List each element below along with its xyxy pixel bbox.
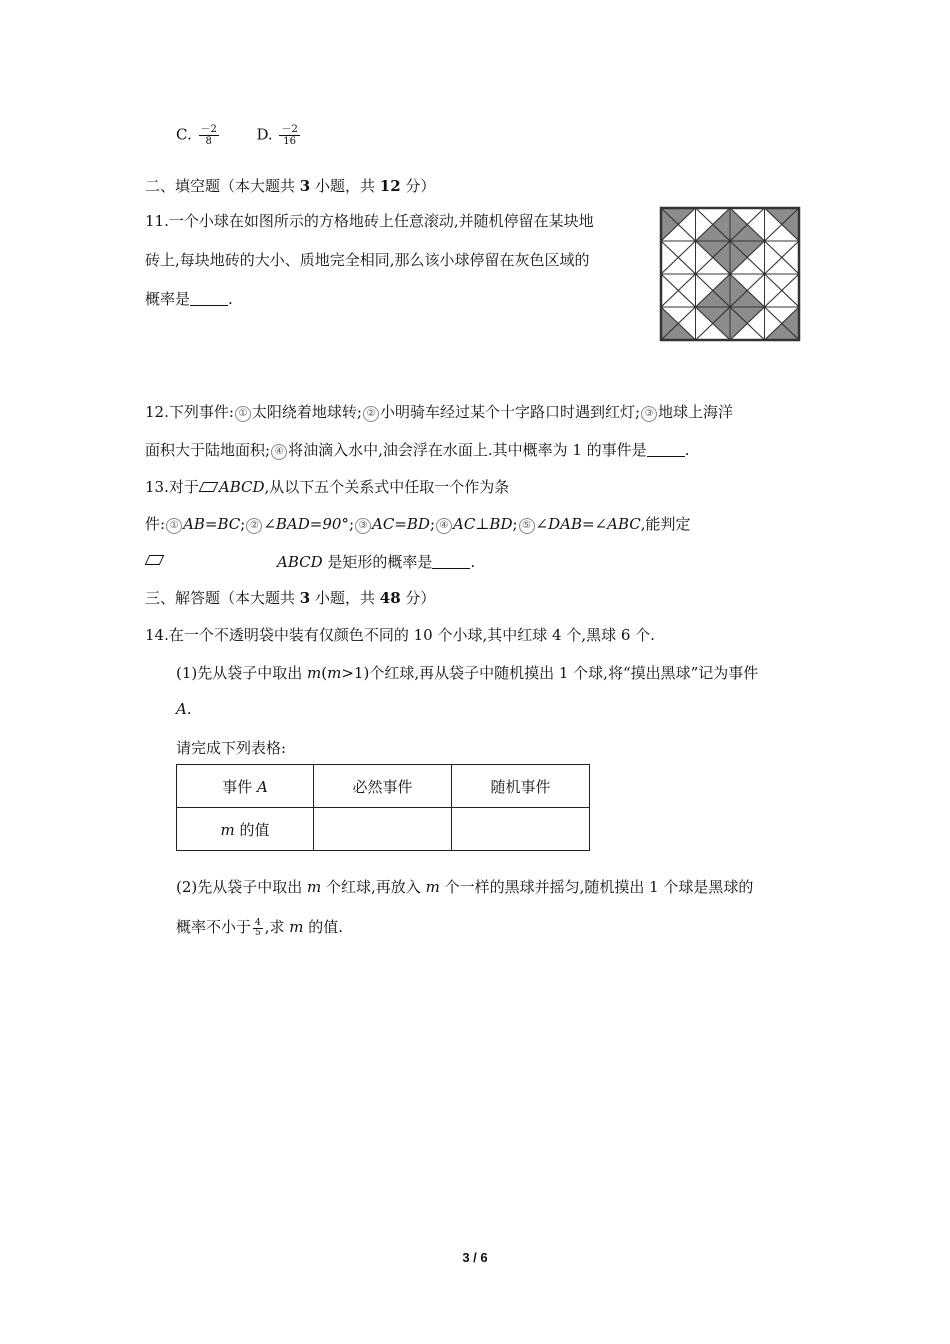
q13-text-d: ,能判定 <box>640 515 691 533</box>
q13-text-b: ,从以下五个关系式中任取一个作为条 <box>264 478 510 496</box>
var-m: m <box>289 918 304 936</box>
q11-line-1: 11.一个小球在如图所示的方格地砖上任意滚动,并随机停留在某块地 <box>145 212 594 230</box>
q14-p2-text-a: (2)先从袋子中取出 <box>176 878 308 896</box>
table-header-random: 随机事件 <box>452 765 590 808</box>
var-m: m <box>220 820 235 839</box>
var-m: m <box>327 664 342 682</box>
circled-number-1: ① <box>166 518 182 534</box>
table-row <box>177 765 590 808</box>
parallelogram-icon <box>145 555 165 565</box>
q13-line-3 <box>145 551 165 569</box>
var-m: m <box>425 878 440 896</box>
option-c-numerator: －2 <box>200 124 217 135</box>
option-c-denominator: 8 <box>205 136 212 147</box>
q14-p1-text-b: ( <box>321 664 328 682</box>
q12-line-1 <box>145 401 733 422</box>
fraction-denominator: 5 <box>255 927 261 938</box>
q14-p1-period: . <box>186 700 192 718</box>
option-d-fraction <box>279 124 299 147</box>
q13-text-c: 件: <box>145 515 166 533</box>
table-row-label-text: 的值 <box>234 820 270 839</box>
event-table <box>176 764 590 851</box>
q10-options <box>176 124 302 147</box>
table-header-event-text: 事件 <box>222 777 257 796</box>
q12-event-1: 太阳绕着地球转; <box>251 403 362 421</box>
option-c-fraction <box>199 124 219 147</box>
q12-event-2: 小明骑车经过某个十字路口时遇到红灯; <box>379 403 641 421</box>
table-cell-random-answer[interactable] <box>452 808 590 851</box>
q12-text-a: 12.下列事件: <box>145 403 234 421</box>
answer-blank <box>647 442 685 457</box>
table-cell-certain-answer[interactable] <box>314 808 452 851</box>
q14-part-1-line-1 <box>176 662 758 683</box>
section-2-text-a: 二、填空题（本大题共 <box>145 177 300 195</box>
option-d-denominator: 16 <box>283 136 297 147</box>
q13-line-3-text: ABCD 是矩形的概率是 . <box>277 553 476 571</box>
section-2-points: 12 <box>379 177 401 195</box>
relation-3: AC=BD <box>372 515 430 533</box>
circled-number-4: ④ <box>436 518 452 534</box>
tile-floor-figure <box>657 204 803 344</box>
q12-event-4: 将油滴入水中,油会浮在水面上.其中概率为 1 的事件是 <box>288 441 647 459</box>
q14-p2-text-b: 个红球,再放入 <box>321 878 426 896</box>
circled-number-4: ④ <box>271 444 287 460</box>
table-header-certain: 必然事件 <box>314 765 452 808</box>
answer-blank <box>190 291 228 306</box>
q12-event-3-part-2: 面积大于陆地面积; <box>145 441 271 459</box>
circled-number-3: ③ <box>355 518 371 534</box>
table-row-label-m <box>177 808 314 851</box>
circled-number-2: ② <box>246 518 262 534</box>
q13-text-e: 是矩形的概率是 <box>322 553 433 571</box>
section-2-text-c: 小题，共 <box>310 177 380 195</box>
section-3-heading <box>145 587 435 608</box>
section-3-text-a: 三、解答题（本大题共 <box>145 589 300 607</box>
table-prompt: 请完成下列表格: <box>176 739 287 757</box>
relation-2: ∠BAD=90° <box>263 515 349 533</box>
table-header-event <box>177 765 314 808</box>
page-number: 3 / 6 <box>462 1250 488 1265</box>
fraction-numerator: 4 <box>255 917 261 928</box>
q13-abcd: ABCD <box>218 478 265 496</box>
section-3-text-e: 分） <box>400 589 436 607</box>
circled-number-5: ⑤ <box>519 518 535 534</box>
q11-line-2: 砖上,每块地砖的大小、质地完全相同,那么该小球停留在灰色区域的 <box>145 251 590 269</box>
q14-part-2-line-1 <box>176 876 753 897</box>
var-a: A <box>176 700 187 718</box>
q14-part-2-line-2 <box>176 916 343 938</box>
relation-4: AC⊥BD <box>453 515 513 533</box>
q13-line-1 <box>145 476 509 497</box>
option-d-numerator: －2 <box>281 124 298 135</box>
parallelogram-icon <box>199 482 219 492</box>
q14-p1-text-a: (1)先从袋子中取出 <box>176 664 308 682</box>
q14-p2-text-e: ,求 <box>264 918 290 936</box>
var-a: A <box>256 777 268 796</box>
section-2-heading <box>145 175 435 196</box>
q11-line-3-text: 概率是 <box>145 290 191 308</box>
section-3-points: 48 <box>379 589 401 607</box>
circled-number-1: ① <box>235 406 251 422</box>
option-c-label: C. <box>176 125 192 144</box>
section-2-text-e: 分） <box>400 177 436 195</box>
tile-grid <box>661 208 799 340</box>
relation-1: AB=BC <box>183 515 241 533</box>
section-3-text-c: 小题，共 <box>310 589 380 607</box>
section-2-count: 3 <box>299 177 311 195</box>
q14-p1-text-d: >1)个红球,再从袋子中随机摸出 1 个球,将“摸出黑球”记为事件 <box>341 664 759 682</box>
q13-text-a: 13.对于 <box>145 478 199 496</box>
table-row <box>177 808 590 851</box>
q14-p2-text-f: 的值. <box>303 918 344 936</box>
option-d-label: D. <box>256 125 273 144</box>
q14-p2-text-c: 个一样的黑球并摇匀,随机摸出 1 个球是黑球的 <box>439 878 754 896</box>
section-3-count: 3 <box>299 589 311 607</box>
circled-number-2: ② <box>363 406 379 422</box>
q14-intro: 14.在一个不透明袋中装有仅颜色不同的 10 个小球,其中红球 4 个,黑球 6 个. <box>145 626 655 644</box>
q14-p2-text-d: 概率不小于 <box>176 918 252 936</box>
q13-abcd: ABCD <box>277 553 323 571</box>
answer-blank <box>432 554 470 569</box>
var-m: m <box>307 664 322 682</box>
fraction-four-fifths <box>253 919 263 938</box>
q12-line-2: 面积大于陆地面积; ④ 将油滴入水中,油会浮在水面上.其中概率为 1 的事件是 . <box>145 441 690 459</box>
q12-event-3-part-1: 地球上海洋 <box>658 403 734 421</box>
q14-part-1-line-2 <box>176 700 192 718</box>
q11-line-3: 概率是 . <box>145 290 233 308</box>
circled-number-3: ③ <box>641 406 657 422</box>
relation-5: ∠DAB=∠ABC <box>535 515 641 533</box>
var-m: m <box>307 878 322 896</box>
q13-line-2: 件: ① AB=BC; ② ∠BAD=90°; ③ AC=BD; ④ AC⊥BD; ⑤ ∠DAB=∠ABC,能判定 <box>145 515 691 533</box>
